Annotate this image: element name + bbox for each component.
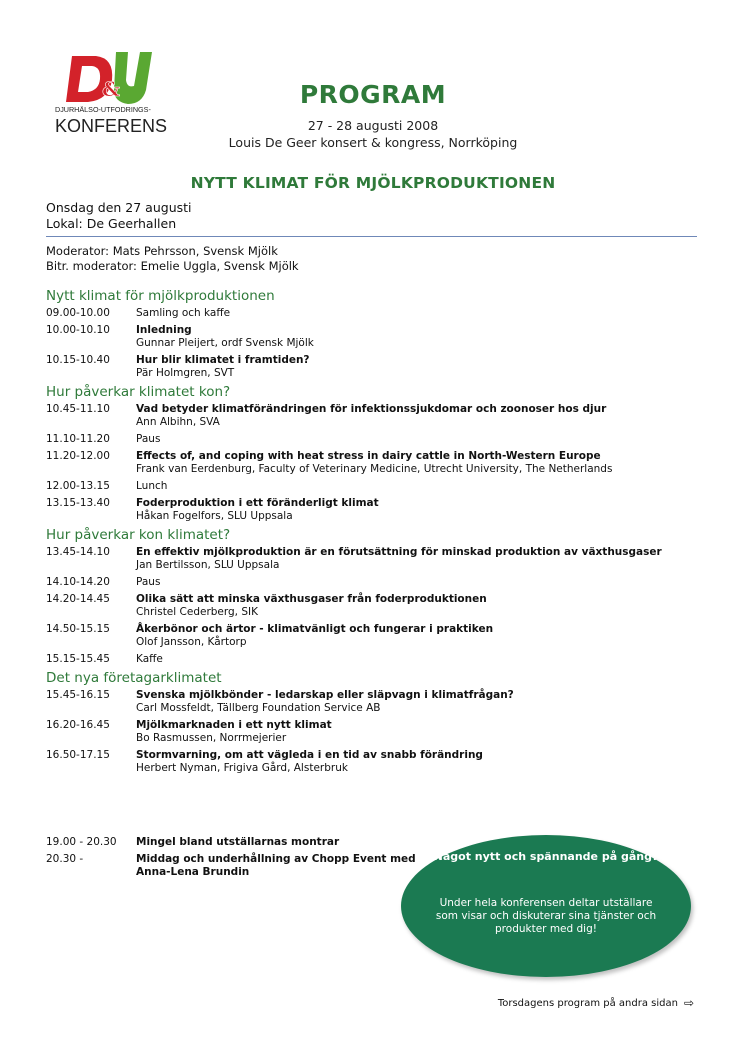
item-speaker: Herbert Nyman, Frigiva Gård, Alsterbruk [136, 762, 348, 774]
item-body [136, 307, 706, 320]
item-body [136, 403, 706, 429]
item-body [136, 433, 706, 446]
item-body [136, 480, 706, 493]
item-body [136, 749, 706, 775]
event-venue: Louis De Geer konsert & kongress, Norrköping [228, 135, 518, 150]
evening-program [46, 836, 426, 883]
day-date: Onsdag den 27 augusti [46, 200, 192, 215]
program-section [46, 527, 706, 666]
item-title: Paus [136, 433, 161, 445]
item-title: Olika sätt att minska växthusgaser från foderproduktionen [136, 593, 487, 605]
program-sections [46, 288, 706, 779]
item-time: 13.45-14.10 [46, 546, 110, 558]
item-time: 15.45-16.15 [46, 689, 110, 701]
schedule-item [46, 450, 706, 476]
event-info [200, 117, 546, 151]
footer-text: Torsdagens program på andra sidan [497, 997, 678, 1009]
item-time: 16.20-16.45 [46, 719, 110, 731]
item-time: 12.00-13.15 [46, 480, 110, 492]
schedule-item [46, 433, 706, 446]
item-time: 14.50-15.15 [46, 623, 110, 635]
program-subtitle: NYTT KLIMAT FÖR MJÖLKPRODUKTIONEN [190, 174, 556, 192]
item-speaker: Olof Jansson, Kårtorp [136, 636, 247, 648]
day-info [46, 200, 192, 232]
section-heading: Hur påverkar klimatet kon? [46, 384, 231, 400]
item-time: 14.10-14.20 [46, 576, 110, 588]
assistant-moderator: Bitr. moderator: Emelie Uggla, Svensk Mjölk [46, 258, 299, 273]
logo-bottom-text: KONFERENS [55, 116, 168, 136]
program-section [46, 384, 706, 523]
item-body [136, 497, 706, 523]
item-time: 09.00-10.00 [46, 307, 110, 319]
arrow-right-icon: ⇨ [683, 996, 694, 1010]
item-title: Foderproduktion i ett föränderligt klimat [136, 497, 379, 509]
item-speaker: Frank van Eerdenburg, Faculty of Veterinary Medicine, Utrecht University, The Netherlands [136, 463, 613, 475]
item-title: Vad betyder klimatförändringen för infektionssjukdomar och zoonoser hos djur [136, 403, 607, 415]
item-time: 10.15-10.40 [46, 354, 110, 366]
program-section [46, 288, 706, 380]
item-time: 14.20-14.45 [46, 593, 110, 605]
item-title: En effektiv mjölkproduktion är en förutsättning för minskad produktion av växthusgaser [136, 546, 662, 558]
item-time: 11.10-11.20 [46, 433, 110, 445]
item-title: Effects of, and coping with heat stress in dairy cattle in North-Western Europe [136, 450, 601, 462]
item-body [136, 450, 706, 476]
schedule-item [46, 576, 706, 589]
item-title: Åkerbönor och ärtor - klimatvänligt och fungerar i praktiken [136, 623, 494, 635]
item-title: Paus [136, 576, 161, 588]
schedule-item [46, 497, 706, 523]
item-speaker: Christel Cederberg, SIK [136, 606, 259, 618]
item-title: Lunch [136, 480, 168, 492]
item-body [136, 576, 706, 589]
item-title: Kaffe [136, 653, 163, 665]
item-body [136, 689, 706, 715]
item-time: 10.00-10.10 [46, 324, 110, 336]
item-title: Samling och kaffe [136, 307, 231, 319]
exhibitor-bubble [401, 835, 691, 977]
section-heading: Det nya företagarklimatet [46, 670, 222, 686]
item-body [136, 836, 426, 849]
item-title: Mingel bland utställarnas montrar [136, 836, 340, 848]
event-dates: 27 - 28 augusti 2008 [307, 118, 439, 133]
item-title: Stormvarning, om att vägleda i en tid av snabb förändring [136, 749, 483, 761]
item-title: Mjölkmarknaden i ett nytt klimat [136, 719, 332, 731]
item-speaker: Jan Bertilsson, SLU Uppsala [136, 559, 280, 571]
item-body [136, 324, 706, 350]
item-speaker: Ann Albihn, SVA [136, 416, 220, 428]
item-time: 13.15-13.40 [46, 497, 110, 509]
conference-logo [52, 46, 170, 138]
item-body [136, 653, 706, 666]
section-heading: Nytt klimat för mjölkproduktionen [46, 288, 275, 304]
bubble-heading: Något nytt och spännande på gång? [433, 850, 659, 863]
item-speaker: Håkan Fogelfors, SLU Uppsala [136, 510, 293, 522]
program-title: PROGRAM [299, 80, 447, 109]
item-title: Svenska mjölkbönder - ledarskap eller släpvagn i klimatfrågan? [136, 689, 514, 701]
item-body [136, 593, 706, 619]
program-section [46, 670, 706, 775]
item-time: 19.00 - 20.30 [46, 836, 117, 848]
schedule-item [46, 719, 706, 745]
bubble-text: Under hela konferensen deltar utställare som visar och diskuterar sina tjänster och produkter med dig! [435, 897, 657, 935]
item-time: 20.30 - [46, 853, 84, 865]
item-body [136, 623, 706, 649]
evening-item [46, 836, 426, 849]
logo-graphic [52, 46, 170, 138]
moderators [46, 244, 299, 273]
divider [46, 236, 697, 237]
schedule-item [46, 307, 706, 320]
moderator: Moderator: Mats Pehrsson, Svensk Mjölk [46, 244, 278, 258]
item-speaker: Carl Mossfeldt, Tällberg Foundation Service AB [136, 702, 381, 714]
logo-top-text: DJURHÄLSO-UTFODRINGS- [55, 105, 151, 114]
schedule-item [46, 354, 706, 380]
item-time: 11.20-12.00 [46, 450, 110, 462]
schedule-item [46, 623, 706, 649]
schedule-item [46, 653, 706, 666]
item-title: Middag och underhållning av Chopp Event med Anna-Lena Brundin [136, 853, 416, 878]
item-body [136, 853, 426, 879]
footer-note [498, 996, 694, 1010]
item-speaker: Bo Rasmussen, Norrmejerier [136, 732, 287, 744]
item-time: 16.50-17.15 [46, 749, 110, 761]
schedule-item [46, 546, 706, 572]
item-time: 10.45-11.10 [46, 403, 110, 415]
item-body [136, 719, 706, 745]
schedule-item [46, 324, 706, 350]
svg-text:&: & [102, 77, 121, 101]
item-body [136, 354, 706, 380]
item-time: 15.15-15.45 [46, 653, 110, 665]
schedule-item [46, 403, 706, 429]
schedule-item [46, 593, 706, 619]
schedule-item [46, 749, 706, 775]
evening-item [46, 853, 426, 879]
day-location: Lokal: De Geerhallen [46, 216, 177, 231]
schedule-item [46, 480, 706, 493]
section-heading: Hur påverkar kon klimatet? [46, 527, 231, 543]
item-title: Inledning [136, 324, 192, 336]
item-body [136, 546, 706, 572]
item-speaker: Pär Holmgren, SVT [136, 367, 235, 379]
item-speaker: Gunnar Pleijert, ordf Svensk Mjölk [136, 337, 314, 349]
schedule-item [46, 689, 706, 715]
item-title: Hur blir klimatet i framtiden? [136, 354, 310, 366]
